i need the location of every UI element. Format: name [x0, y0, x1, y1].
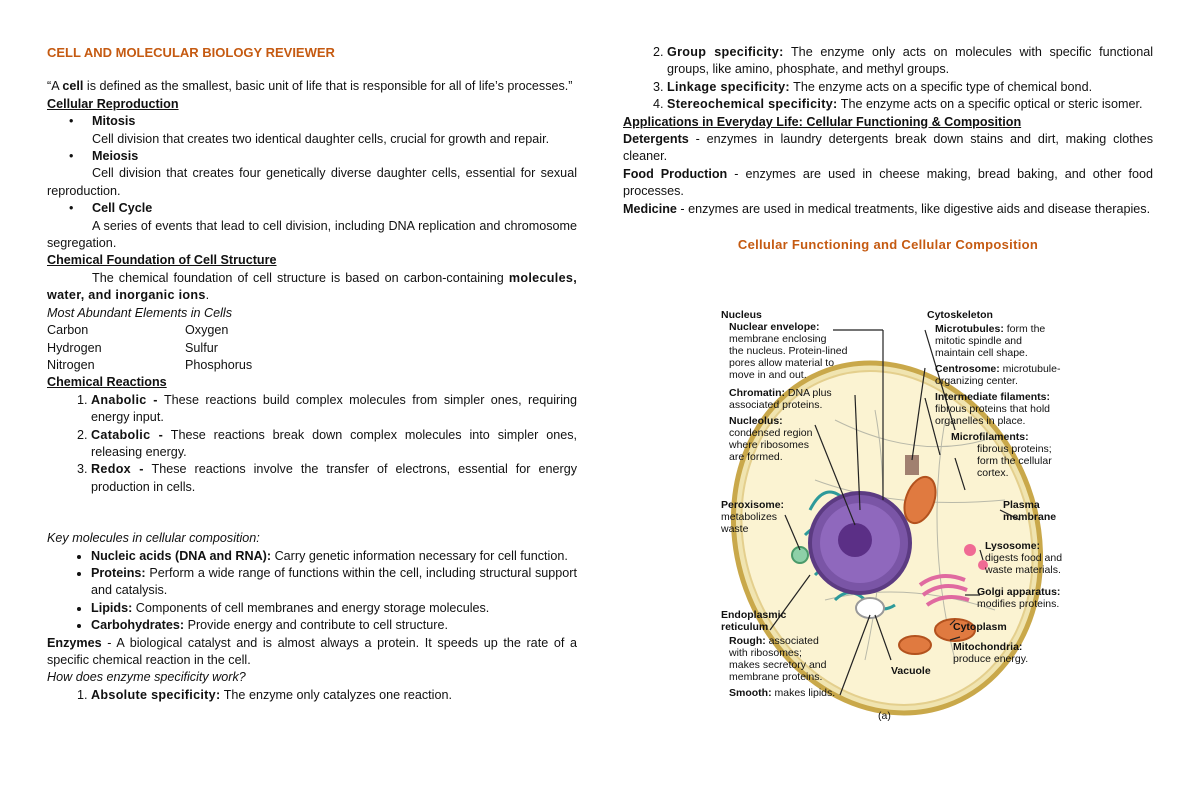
heading-cellular-reproduction: Cellular Reproduction: [47, 96, 179, 111]
label-text: where ribosomes: [729, 439, 809, 451]
chem-foundation-end: .: [205, 288, 210, 303]
item-text: Carry genetic information necessary for cell function.: [271, 548, 568, 563]
item-text: The enzyme only acts on molecules with specific functional groups, like amino, phosphate, and methyl groups.: [667, 45, 1153, 77]
label-text: microtubule-: [999, 363, 1061, 375]
item-text: - enzymes are used in medical treatments, like digestive aids and disease therapies.: [676, 201, 1151, 216]
label-nuclear-envelope: Nuclear envelope:: [729, 321, 820, 333]
label-panel: (a): [878, 710, 891, 722]
list-item: [91, 548, 577, 565]
list-item: [91, 617, 577, 634]
list-item: [667, 96, 1153, 113]
lysosome-shape: [964, 544, 976, 556]
label-text: mitotic spindle and: [935, 335, 1022, 347]
item-label: Group specificity:: [667, 45, 784, 59]
item-description: Cell division that creates two identical daughter cells, crucial for growth and repair.: [92, 131, 550, 146]
heading-chemical-reactions: Chemical Reactions: [47, 375, 167, 390]
label-text: organizing center.: [935, 375, 1018, 387]
item-text: The enzyme acts on a specific optical or steric isomer.: [837, 97, 1143, 112]
item-text: Perform a wide range of functions within the cell, including structural support and catalysis.: [91, 565, 577, 598]
item-label: Meiosis: [92, 149, 139, 164]
reactions-list: [47, 392, 577, 496]
specificity-list-part1: [47, 687, 577, 704]
label-text: form the cellular: [977, 455, 1052, 467]
list-item: [667, 44, 1153, 79]
label-text: makes secretory and: [729, 659, 827, 671]
label-text: fibrous proteins that hold: [935, 403, 1050, 415]
label-vacuole: Vacuole: [891, 665, 931, 677]
spacer: [623, 218, 1153, 236]
item-text: Provide energy and contribute to cell structure.: [184, 618, 448, 633]
element-name: Nitrogen: [47, 357, 95, 372]
cell-diagram: [715, 300, 1085, 730]
specificity-list-part2: [623, 44, 1153, 114]
list-item: [667, 79, 1153, 96]
label-text: cortex.: [977, 467, 1009, 479]
list-item: [91, 600, 577, 617]
label-centrosome: [935, 363, 1061, 375]
item-text: These reactions involve the transfer of electrons, essential for energy production in cells.: [91, 462, 578, 494]
label-nucleus: Nucleus: [721, 309, 762, 321]
item-label: Lipids:: [91, 600, 133, 615]
element-name: Hydrogen: [47, 340, 102, 355]
label-text: the nucleus. Protein-lined: [729, 345, 848, 357]
label-text: move in and out.: [729, 369, 807, 381]
label-plasma-membrane-2: membrane: [1003, 511, 1057, 523]
item-text: These reactions break down complex molecules into simpler ones, releasing energy.: [91, 427, 578, 459]
element-name: Phosphorus: [185, 357, 253, 372]
item-label: Nucleic acids (DNA and RNA):: [91, 548, 272, 563]
item-label: Stereochemical specificity:: [667, 97, 838, 112]
label-text: pores allow material to: [729, 357, 835, 369]
enzymes-label: Enzymes: [47, 635, 102, 650]
label-cytoskeleton: Cytoskeleton: [927, 309, 993, 321]
application-item: [623, 131, 1153, 166]
label-nucleolus: Nucleolus:: [729, 415, 783, 427]
list-item: [91, 461, 577, 496]
key-molecules-list: [47, 548, 577, 635]
item-label: Food Production: [623, 166, 728, 181]
list-item: [47, 200, 577, 217]
item-label: Redox -: [91, 462, 144, 477]
document-title: CELL AND MOLECULAR BIOLOGY REVIEWER: [47, 45, 335, 60]
label-text: organelles in place.: [935, 415, 1026, 427]
left-column: [47, 44, 577, 704]
label-text: Chromatin:: [729, 387, 785, 399]
item-text: - enzymes in laundry detergents break down stains and dirt, making clothes cleaner.: [623, 132, 1153, 164]
item-label: Medicine: [623, 201, 677, 216]
bullet-icon: •: [69, 114, 74, 129]
list-item: [47, 148, 577, 165]
heading-chemical-foundation: Chemical Foundation of Cell Structure: [47, 253, 277, 268]
label-text: Microtubules:: [935, 323, 1004, 335]
label-plasma-membrane: Plasma: [1003, 499, 1040, 511]
list-item: [47, 113, 577, 130]
label-lysosome: Lysosome:: [985, 540, 1041, 552]
chem-foundation-paragraph: [47, 270, 577, 305]
figure-title: Cellular Functioning and Cellular Composition: [737, 237, 1039, 253]
label-text: form the: [1003, 323, 1046, 335]
label-chromatin: [729, 387, 832, 399]
label-text: makes lipids.: [771, 687, 836, 699]
item-text: - enzymes are used in cheese making, bread baking, and other food processes.: [623, 166, 1153, 199]
label-text: associated proteins.: [729, 399, 823, 411]
label-text: waste: [721, 523, 749, 535]
elements-title: Most Abundant Elements in Cells: [47, 305, 233, 320]
label-rough-er: [729, 635, 819, 647]
label-microfilaments: Microfilaments:: [951, 431, 1029, 443]
item-label: Linkage specificity:: [667, 79, 790, 94]
label-text: DNA plus: [785, 387, 832, 399]
nucleolus-shape: [838, 523, 872, 557]
label-text: metabolizes: [721, 511, 778, 523]
label-er-2: reticulum: [721, 621, 769, 633]
label-text: with ribosomes;: [729, 647, 802, 659]
label-text: maintain cell shape.: [935, 347, 1028, 359]
item-text: The enzyme only catalyzes one reaction.: [220, 687, 452, 702]
item-text: These reactions build complex molecules from simpler ones, requiring energy input.: [91, 392, 578, 425]
label-text: Smooth:: [729, 687, 772, 699]
label-mitochondria: Mitochondria:: [953, 641, 1023, 653]
item-label: Absolute specificity:: [91, 687, 221, 702]
label-text: Rough:: [729, 635, 766, 647]
item-description: A series of events that lead to cell division, including DNA replication and chromosome segregation.: [47, 218, 577, 251]
elements-grid: [47, 322, 577, 374]
label-golgi: Golgi apparatus:: [977, 586, 1061, 598]
heading-applications: Applications in Everyday Life: Cellular Functioning & Composition: [623, 114, 1022, 129]
item-label: Mitosis: [92, 114, 136, 129]
label-peroxisome: Peroxisome:: [721, 499, 785, 511]
spacer: [47, 496, 577, 530]
list-item: [91, 687, 577, 704]
label-text: waste materials.: [985, 564, 1061, 576]
intro-text-pre: “A: [47, 79, 63, 94]
label-cytoplasm: Cytoplasm: [953, 621, 1007, 633]
label-text: produce energy.: [953, 653, 1029, 665]
enzymes-text: - A biological catalyst and is almost always a protein. It speeds up the rate of a specific chemical reaction in the cell.: [47, 635, 577, 667]
label-microtubules: [935, 323, 1045, 335]
item-label: Detergents: [623, 132, 689, 147]
intro-paragraph: [47, 78, 577, 95]
label-text: fibrous proteins;: [977, 443, 1052, 455]
label-text: modifies proteins.: [977, 598, 1060, 610]
enzymes-paragraph: [47, 635, 577, 670]
item-text: Components of cell membranes and energy storage molecules.: [132, 600, 490, 615]
element-name: Oxygen: [185, 323, 229, 338]
list-item: [91, 565, 577, 600]
label-text: digests food and: [985, 552, 1063, 564]
label-text: are formed.: [729, 451, 783, 463]
list-item: [91, 392, 577, 427]
element-name: Sulfur: [185, 340, 218, 355]
label-text: Centrosome:: [935, 363, 1000, 375]
list-item: [91, 427, 577, 462]
label-text: membrane proteins.: [729, 671, 823, 683]
item-text: The enzyme acts on a specific type of chemical bond.: [789, 79, 1093, 94]
bullet-icon: •: [69, 149, 74, 164]
chem-foundation-text: The chemical foundation of cell structure is based on carbon-containing: [92, 270, 509, 285]
label-text: condensed region: [729, 427, 813, 439]
label-er: Endoplasmic: [721, 609, 787, 621]
right-column: [623, 44, 1153, 253]
intro-text-bold: cell: [62, 79, 84, 94]
key-molecules-title: Key molecules in cellular composition:: [47, 531, 260, 546]
chem-foundation-bold: molecules, water, and inorganic ions: [47, 270, 577, 303]
item-label: Anabolic -: [91, 392, 158, 407]
label-text: membrane enclosing: [729, 333, 827, 345]
mitochondrion-shape: [899, 636, 931, 654]
item-label: Cell Cycle: [92, 201, 153, 216]
label-smooth-er: [729, 687, 835, 699]
application-item: [623, 166, 1153, 201]
intro-text-post: is defined as the smallest, basic unit of life that is responsible for all of life’s processes.”: [83, 79, 573, 94]
item-label: Carbohydrates:: [91, 618, 185, 633]
application-item: [623, 201, 1153, 218]
label-intermediate-filaments: Intermediate filaments:: [935, 391, 1050, 403]
enzyme-question: How does enzyme specificity work?: [47, 670, 246, 685]
item-label: Proteins:: [91, 565, 146, 580]
item-label: Catabolic -: [91, 427, 164, 442]
bullet-icon: •: [69, 201, 74, 216]
item-description: Cell division that creates four genetically diverse daughter cells, essential for sexual reproduction.: [47, 166, 577, 198]
label-text: associated: [765, 635, 819, 647]
element-name: Carbon: [47, 323, 89, 338]
